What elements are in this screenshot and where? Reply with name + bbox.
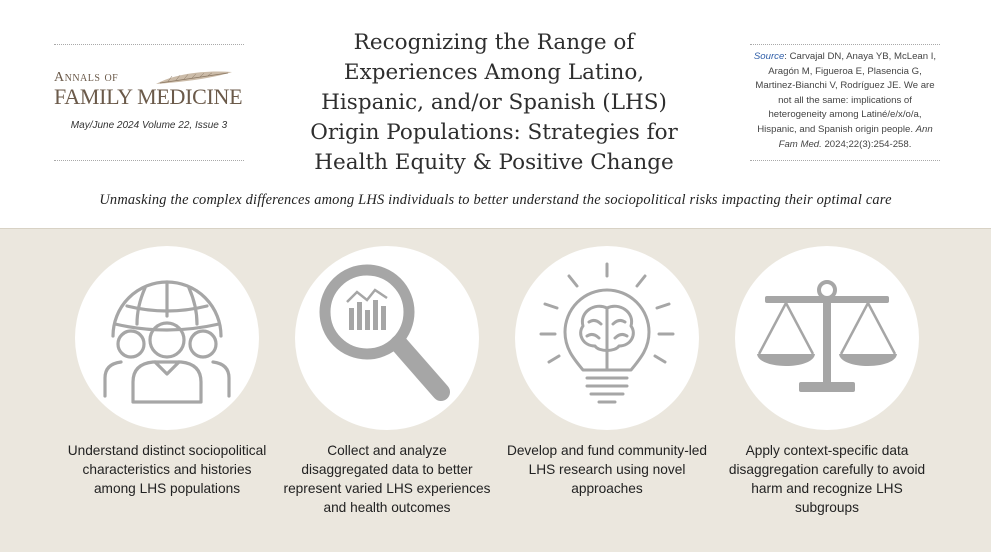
divider xyxy=(54,160,244,161)
strategy-circle-2 xyxy=(295,246,479,430)
journal-name-top: Annals of xyxy=(54,70,119,85)
bar-chart-icon xyxy=(349,300,386,330)
magnifier-chart-icon xyxy=(295,246,479,430)
page-title: Recognizing the Range of Experiences Among Latino, Hispanic, and/or Spanish (LHS) Origin Populations: Strategies for Health Equity & Positive Change xyxy=(310,30,678,175)
strategy-circle-1 xyxy=(75,246,259,430)
globe-people-icon xyxy=(75,246,259,430)
balance-scale-icon xyxy=(735,246,919,430)
strategy-caption-3: Develop and fund community-led LHS research using novel approaches xyxy=(506,443,708,496)
journal-name-bottom: FAMILY MEDICINE xyxy=(54,84,243,109)
divider xyxy=(54,44,244,45)
source-journal: Ann Fam Med. xyxy=(778,123,933,150)
divider xyxy=(750,160,940,161)
journal-issue: May/June 2024 Volume 22, Issue 3 xyxy=(70,120,228,131)
tagline: Unmasking the complex differences among LHS individuals to better understand the sociopolitical risks impacting their optimal care xyxy=(99,192,892,208)
strategy-circle-3 xyxy=(515,246,699,430)
strategy-caption-4: Apply context-specific data disaggregation carefully to avoid harm and recognize LHS subgroups xyxy=(728,443,926,515)
journal-logo xyxy=(54,70,244,114)
source-citation-details: 2024;22(3):254-258. xyxy=(821,138,912,150)
source-citation xyxy=(750,50,940,152)
source-label: Source xyxy=(753,51,785,62)
strategy-circle-4 xyxy=(735,246,919,430)
strategy-caption-2: Collect and analyze disaggregated data to better represent varied LHS experiences and health outcomes xyxy=(283,443,491,515)
lightbulb-brain-icon xyxy=(515,246,699,430)
source-text: : Carvajal DN, Anaya YB, McLean I, Aragón M, Figueroa E, Plasencia G, Martinez-Bianchi V, Rodríguez JE. We are not all the same: implications of heterogeneity among Latiné/e/x/o/a, Hispanic, and Spanish origin people. xyxy=(755,51,937,135)
strategy-caption-1: Understand distinct sociopolitical characteristics and histories among LHS populations xyxy=(67,443,267,496)
divider xyxy=(750,44,940,45)
